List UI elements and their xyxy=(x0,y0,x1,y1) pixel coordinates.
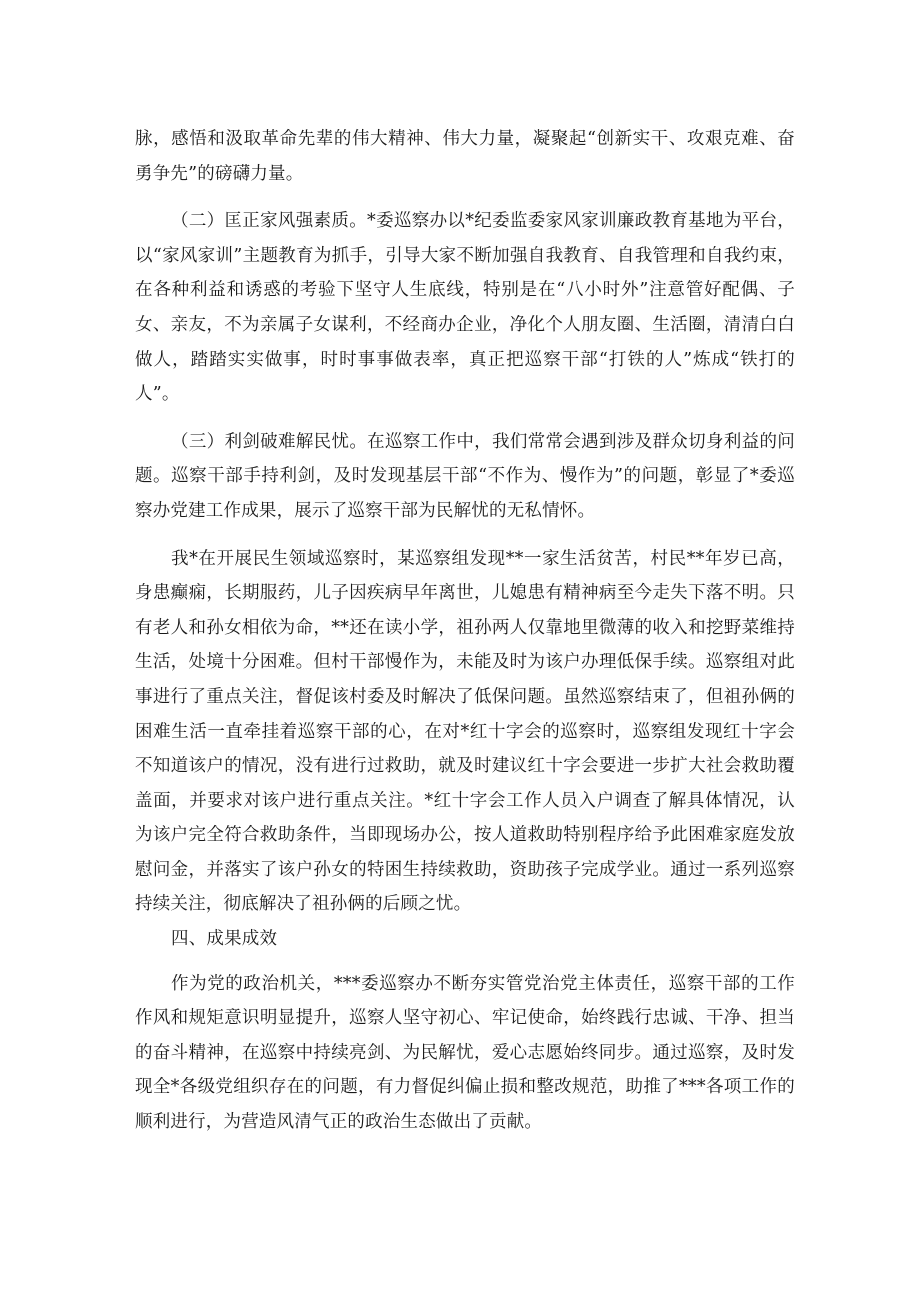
paragraph-case-story: 我*在开展民生领域巡察时，某巡察组发现**一家生活贫苦，村民**年岁已高，身患癫痫，长期服药，儿子因疾病早年离世，儿媳患有精神病至今走失下落不明。只有老人和孙女相依为命，**还在读小学，祖孙两人仅靠地里微薄的收入和挖野菜维持生活，处境十分困难。但村干部慢作为，未能及时为该户办理低保手续。巡察组对此事进行了重点关注，督促该村委及时解决了低保问题。虽然巡察结束了，但祖孙俩的困难生活一直牵挂着巡察干部的心，在对*红十字会的巡察时，巡察组发现红十字会不知道该户的情况，没有进行过救助，就及时建议红十字会要进一步扩大社会救助覆盖面，并要求对该户进行重点关注。*红十字会工作人员入户调查了解具体情况，认为该户完全符合救助条件，当即现场办公，按人道救助特别程序给予此困难家庭发放慰问金，并落实了该户孙女的特困生持续救助，资助孩子完成学业。通过一系列巡察持续关注，彻底解决了祖孙俩的后顾之忧。 xyxy=(135,548,795,915)
paragraph-results: 作为党的政治机关，***委巡察办不断夯实管党治党主体责任，巡察干部的工作作风和规矩意识明显提升，巡察人坚守初心、牢记使命，始终践行忠诚、干净、担当的奋斗精神，在巡察中持续亮剑、为民解忧，爱心志愿始终同步。通过巡察，及时发现全*各级党组织存在的问题，有力督促纠偏止损和整改规范，助推了***各项工作的顺利进行，为营造风清气正的政治生态做出了贡献。 xyxy=(135,973,795,1133)
paragraph-sword-relief: （三）利剑破难解民忧。在巡察工作中，我们常常会遇到涉及群众切身利益的问题。巡察干部手持利剑，及时发现基层干部“不作为、慢作为”的问题，彰显了*委巡察办党建工作成果，展示了巡察干部为民解忧的无私情怀。 xyxy=(135,431,795,521)
paragraph-continuation: 脉，感悟和汲取革命先辈的伟大精神、伟大力量，凝聚起“创新实干、攻艰克难、奋勇争先”的磅礴力量。 xyxy=(135,129,795,184)
section-heading-results: 四、成果成效 xyxy=(171,929,278,950)
document-body xyxy=(135,122,795,1140)
paragraph-family-style: （二）匡正家风强素质。*委巡察办以*纪委监委家风家训廉政教育基地为平台，以“家风家训”主题教育为抓手，引导大家不断加强自我教育、自我管理和自我约束，在各种利益和诱惑的考验下坚守人生底线，特别是在“八小时外”注意管好配偶、子女、亲友，不为亲属子女谋利，不经商办企业，净化个人朋友圈、生活圈，清清白白做人，踏踏实实做事，时时事事做表率，真正把巡察干部“打铁的人”炼成“铁打的人”。 xyxy=(135,211,795,405)
